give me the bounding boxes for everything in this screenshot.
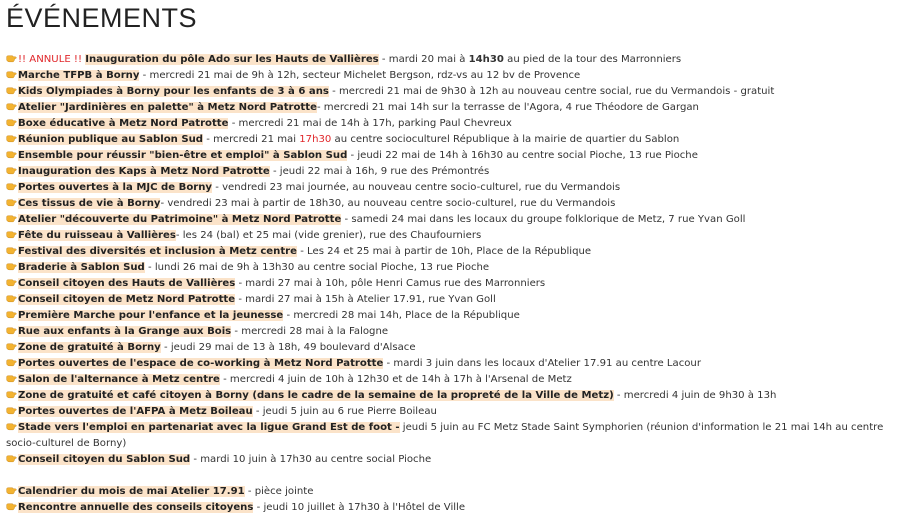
event-item <box>6 212 890 228</box>
event-details: - jeudi 5 juin au 6 rue Pierre Boileau <box>252 406 437 417</box>
event-time: 17h30 <box>299 134 332 145</box>
event-details: - mercredi 4 juin de 10h à 12h30 et de 14h à 17h à l'Arsenal de Metz <box>219 374 572 385</box>
event-item <box>6 404 890 420</box>
event-details: - mardi 20 mai à <box>378 54 469 65</box>
event-name: Festival des diversités et inclusion à Metz centre <box>18 246 297 257</box>
event-name: Conseil citoyen des Hauts de Vallières <box>18 278 236 289</box>
event-details: - mercredi 21 mai de 14h à 17h, parking Paul Chevreux <box>228 118 512 129</box>
pointing-hand-icon <box>6 116 17 127</box>
event-name: Calendrier du mois de mai Atelier 17.91 <box>18 486 245 497</box>
pointing-hand-icon <box>6 164 17 175</box>
pointing-hand-icon <box>6 340 17 351</box>
event-item <box>6 228 890 244</box>
event-details: - mercredi 21 mai de 9h à 12h, secteur Michelet Bergson, rdz-vs au 12 bv de Provence <box>139 70 581 81</box>
pointing-hand-icon <box>6 404 17 415</box>
event-item <box>6 132 890 148</box>
event-item <box>6 260 890 276</box>
pointing-hand-icon <box>6 260 17 271</box>
event-details: - jeudi 22 mai de 14h à 16h30 au centre social Pioche, 13 rue Pioche <box>347 150 698 161</box>
event-time: 14h30 <box>468 54 504 65</box>
event-name: Ces tissus de vie à Borny <box>18 198 161 209</box>
pointing-hand-icon <box>6 500 17 511</box>
event-item <box>6 164 890 180</box>
event-details: - mercredi 28 mai 14h, Place de la République <box>283 310 520 321</box>
cancelled-label: !! ANNULE !! <box>18 54 86 65</box>
event-details: - les 24 (bal) et 25 mai (vide grenier), rue des Chaufourniers <box>175 230 482 241</box>
event-item <box>6 196 890 212</box>
event-details: - lundi 26 mai de 9h à 13h30 au centre social Pioche, 13 rue Pioche <box>144 262 490 273</box>
event-item <box>6 84 890 100</box>
event-item <box>6 452 890 468</box>
event-name: Inauguration des Kaps à Metz Nord Patrotte <box>18 166 270 177</box>
event-details: - pièce jointe <box>244 486 314 497</box>
event-details: - mercredi 28 mai à la Falogne <box>231 326 389 337</box>
event-details: jeudi 5 juin au FC Metz Stade Saint Symphorien (réunion d'information le 21 mai 14h au centre socio-culturel de Borny) <box>6 422 884 449</box>
event-item <box>6 68 890 84</box>
pointing-hand-icon <box>6 212 17 223</box>
event-item <box>6 420 890 452</box>
event-details: au pied de la tour des Marronniers <box>503 54 682 65</box>
event-name: Atelier "découverte du Patrimoine" à Metz Nord Patrotte <box>18 214 342 225</box>
event-details: - mardi 10 juin à 17h30 au centre social Pioche <box>190 454 432 465</box>
event-item <box>6 148 890 164</box>
pointing-hand-icon <box>6 244 17 255</box>
event-name: Rencontre annuelle des conseils citoyens <box>18 502 254 513</box>
event-item <box>6 276 890 292</box>
event-item <box>6 116 890 132</box>
event-name: Braderie à Sablon Sud <box>18 262 145 273</box>
event-details: - samedi 24 mai dans les locaux du groupe folklorique de Metz, 7 rue Yvan Goll <box>341 214 746 225</box>
event-name: Portes ouvertes de l'AFPA à Metz Boileau <box>18 406 253 417</box>
event-item <box>6 244 890 260</box>
event-item <box>6 100 890 116</box>
event-name: Portes ouvertes à la MJC de Borny <box>18 182 213 193</box>
pointing-hand-icon <box>6 68 17 79</box>
event-item <box>6 356 890 372</box>
event-details: - mercredi 21 mai 14h sur la terrasse de l'Agora, 4 rue Théodore de Gargan <box>316 102 699 113</box>
pointing-hand-icon <box>6 356 17 367</box>
event-details: - Les 24 et 25 mai à partir de 10h, Place de la République <box>297 246 592 257</box>
page-title: ÉVÉNEMENTS <box>6 3 198 33</box>
pointing-hand-icon <box>6 324 17 335</box>
pointing-hand-icon <box>6 100 17 111</box>
pointing-hand-icon <box>6 292 17 303</box>
event-name: Inauguration du pôle Ado sur les Hauts de Vallières <box>85 54 379 65</box>
event-name: Rue aux enfants à la Grange aux Bois <box>18 326 232 337</box>
event-name: Ensemble pour réussir "bien-être et emploi" à Sablon Sud <box>18 150 348 161</box>
event-name: Réunion publique au Sablon Sud <box>18 134 204 145</box>
pointing-hand-icon <box>6 180 17 191</box>
event-details: - mercredi 21 mai de 9h30 à 12h au nouveau centre social, rue du Vermandois - gratuit <box>328 86 775 97</box>
pointing-hand-icon <box>6 52 17 63</box>
event-details: - mardi 27 mai à 15h à Atelier 17.91, rue Yvan Goll <box>235 294 496 305</box>
event-details: - vendredi 23 mai à partir de 18h30, au nouveau centre socio-culturel, rue du Vermandois <box>160 198 616 209</box>
event-name: Conseil citoyen du Sablon Sud <box>18 454 191 465</box>
pointing-hand-icon <box>6 388 17 399</box>
pointing-hand-icon <box>6 196 17 207</box>
event-details: au centre socioculturel République à la mairie de quartier du Sablon <box>331 134 680 145</box>
pointing-hand-icon <box>6 276 17 287</box>
event-name: Salon de l'alternance à Metz centre <box>18 374 220 385</box>
event-details: - mardi 27 mai à 10h, pôle Henri Camus rue des Marronniers <box>235 278 546 289</box>
event-name: Atelier "Jardinières en palette" à Metz Nord Patrotte <box>18 102 317 113</box>
event-item <box>6 388 890 404</box>
event-name: Marche TFPB à Borny <box>18 70 140 81</box>
pointing-hand-icon <box>6 84 17 95</box>
event-details: - vendredi 23 mai journée, au nouveau centre socio-culturel, rue du Vermandois <box>212 182 621 193</box>
pointing-hand-icon <box>6 132 17 143</box>
event-name: Zone de gratuité et café citoyen à Borny (dans le cadre de la semaine de la propreté de la Ville de Metz) <box>18 390 614 401</box>
event-name: Conseil citoyen de Metz Nord Patrotte <box>18 294 236 305</box>
event-details: - mercredi 4 juin de 9h30 à 13h <box>613 390 777 401</box>
event-name: Fête du ruisseau à Vallières <box>18 230 176 241</box>
pointing-hand-icon <box>6 452 17 463</box>
event-details: - jeudi 29 mai de 13 à 18h, 49 boulevard d'Alsace <box>160 342 416 353</box>
event-details: - mercredi 21 mai <box>203 134 300 145</box>
event-item <box>6 52 890 68</box>
event-item <box>6 340 890 356</box>
pointing-hand-icon <box>6 308 17 319</box>
event-item <box>6 308 890 324</box>
event-name: Portes ouvertes de l'espace de co-working à Metz Nord Patrotte <box>18 358 384 369</box>
event-name: Stade vers l'emploi en partenariat avec la ligue Grand Est de foot - <box>18 422 400 433</box>
event-name: Première Marche pour l'enfance et la jeunesse <box>18 310 284 321</box>
event-details: - jeudi 22 mai à 16h, 9 rue des Prémontrés <box>269 166 490 177</box>
event-name: Boxe éducative à Metz Nord Patrotte <box>18 118 229 129</box>
event-item <box>6 324 890 340</box>
event-name: Kids Olympiades à Borny pour les enfants de 3 à 6 ans <box>18 86 329 97</box>
event-details: - jeudi 10 juillet à 17h30 à l'Hôtel de Ville <box>253 502 466 513</box>
pointing-hand-icon <box>6 372 17 383</box>
pointing-hand-icon <box>6 148 17 159</box>
events-list <box>6 52 890 516</box>
event-item <box>6 292 890 308</box>
event-item <box>6 180 890 196</box>
pointing-hand-icon <box>6 420 17 431</box>
event-item <box>6 372 890 388</box>
pointing-hand-icon <box>6 484 17 495</box>
event-name: Zone de gratuité à Borny <box>18 342 161 353</box>
event-item <box>6 484 890 500</box>
pointing-hand-icon <box>6 228 17 239</box>
event-details: - mardi 3 juin dans les locaux d'Atelier 17.91 au centre Lacour <box>383 358 701 369</box>
